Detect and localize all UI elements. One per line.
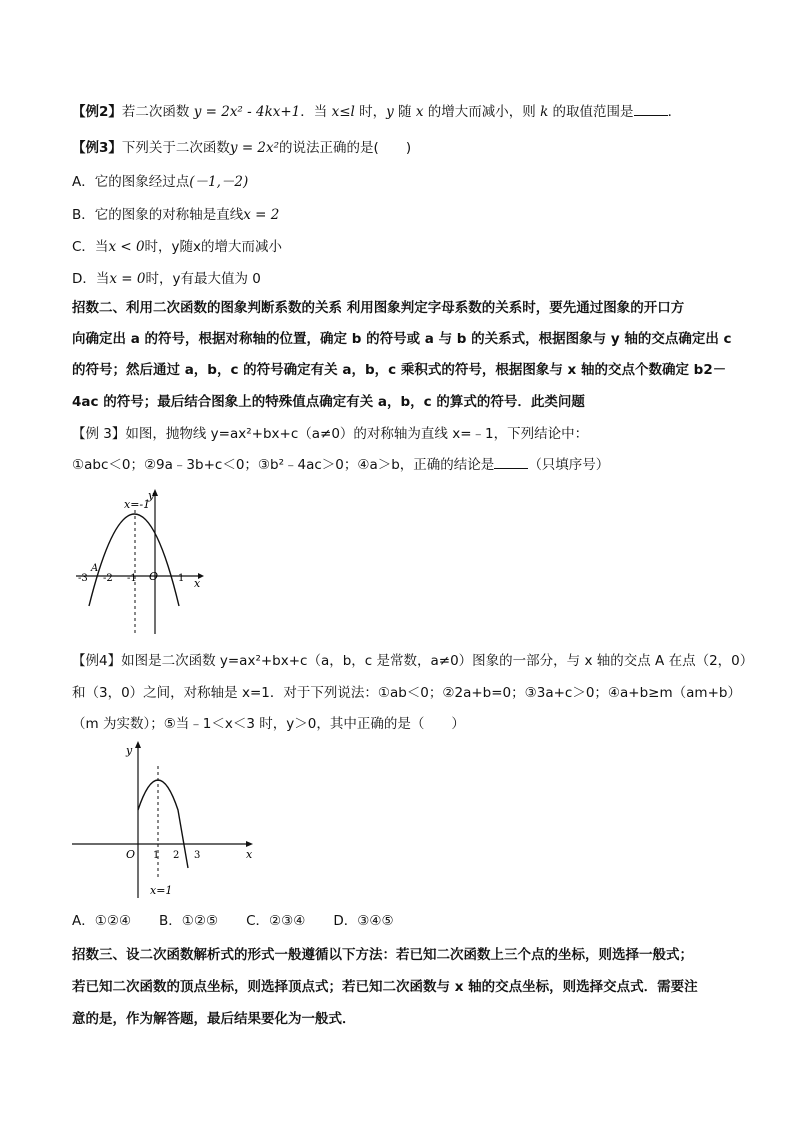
section-2-line: 向确定出 a 的符号，根据对称轴的位置，确定 b 的符号或 a 与 b 的关系式，根据图象与 y 轴的交点确定出 c	[72, 331, 732, 347]
answer-blank[interactable]	[634, 101, 668, 116]
example-3b-statements: ①abc＜0；②9a﹣3b+c＜0；③b²﹣4ac＞0；④a＞b，正确的结论是 （只填序号）	[72, 454, 609, 476]
section-3-line: 若已知二次函数的顶点坐标，则选择顶点式；若已知二次函数与 x 轴的交点坐标，则选择交点式．需要注	[72, 979, 698, 995]
y-axis-label: y	[148, 489, 155, 502]
y-axis-label: y	[126, 744, 133, 757]
example-2-question: 【例2】若二次函数 y = 2x² - 4kx+1．当 x≤l 时，y 随 x 的增大而减小，则 k 的取值范围是 ．	[72, 101, 681, 123]
axis-label: x=-1	[124, 498, 151, 511]
example-3b-question: 【例 3】如图，抛物线 y=ax²+bx+c（a≠0）的对称轴为直线 x=﹣1，下列结论中：	[72, 426, 589, 442]
formula: y = 2x² - 4kx+1	[193, 104, 301, 120]
tick-label: 2	[173, 850, 180, 861]
parabola-graph-1	[72, 484, 212, 636]
tick-label: -2	[103, 573, 113, 584]
tick-label: 3	[194, 850, 201, 861]
example-4-statements: 和（3，0）之间，对称轴是 x=1．对于下列说法：①ab＜0；②2a+b=0；③3a+c＞0；④a+b≥m（am+b）	[72, 685, 741, 701]
tick-label: 1	[153, 850, 160, 861]
section-3-line: 意的是，作为解答题，最后结果要化为一般式．	[72, 1011, 356, 1027]
tick-label: -3	[78, 573, 88, 584]
option-a[interactable]: A．①②④	[72, 913, 132, 929]
example-4-options	[72, 910, 422, 932]
tick-label: 1	[178, 573, 185, 584]
parabola-graph-2	[70, 738, 260, 898]
example-4-statements: （m 为实数）；⑤当﹣1＜x＜3 时，y＞0，其中正确的是（ ）	[72, 716, 465, 732]
section-2-line: 4ac 的符号；最后结合图象上的特殊值点确定有关 a，b，c 的算式的符号．此类问题	[72, 394, 585, 410]
example-3a-question: 【例3】下列关于二次函数y = 2x²的说法正确的是( )	[72, 140, 412, 156]
option-d[interactable]: D．③④⑤	[333, 913, 394, 929]
example-tag: 【例3】	[72, 140, 122, 156]
formula: y = 2x²	[229, 140, 280, 156]
example-tag: 【例2】	[72, 104, 122, 120]
x-axis-label: x	[246, 848, 253, 861]
example-4-question: 【例4】如图是二次函数 y=ax²+bx+c（a，b，c 是常数，a≠0）图象的一部分，与 x 轴的交点 A 在点（2，0）	[72, 653, 754, 669]
origin-label: O	[126, 848, 136, 861]
point-a-label: A	[91, 563, 99, 574]
origin-label: O	[149, 570, 159, 583]
option-b[interactable]: B．它的图象的对称轴是直线x = 2	[72, 207, 280, 223]
answer-blank[interactable]	[494, 454, 528, 469]
section-2-line: 招数二、利用二次函数的图象判断系数的关系 利用图象判定字母系数的关系时，要先通过图象的开口方	[72, 300, 685, 316]
option-a[interactable]: A．它的图象经过点(－1,－2)	[72, 174, 249, 190]
section-2-line: 的符号；然后通过 a，b，c 的符号确定有关 a，b，c 乘积式的符号，根据图象与 x 轴的交点个数确定 b2－	[72, 362, 727, 378]
axis-label: x=1	[150, 884, 173, 897]
option-c[interactable]: C．当x < 0时，y随x的增大而减小	[72, 239, 283, 255]
option-c[interactable]: C．②③④	[246, 913, 306, 929]
tick-label: -1	[127, 573, 137, 584]
option-b[interactable]: B．①②⑤	[159, 913, 219, 929]
section-3-line: 招数三、设二次函数解析式的形式一般遵循以下方法：若已知二次函数上三个点的坐标，则选择一般式；	[72, 947, 693, 963]
option-d[interactable]: D．当x = 0时，y有最大值为 0	[72, 271, 261, 287]
x-axis-label: x	[194, 577, 201, 590]
